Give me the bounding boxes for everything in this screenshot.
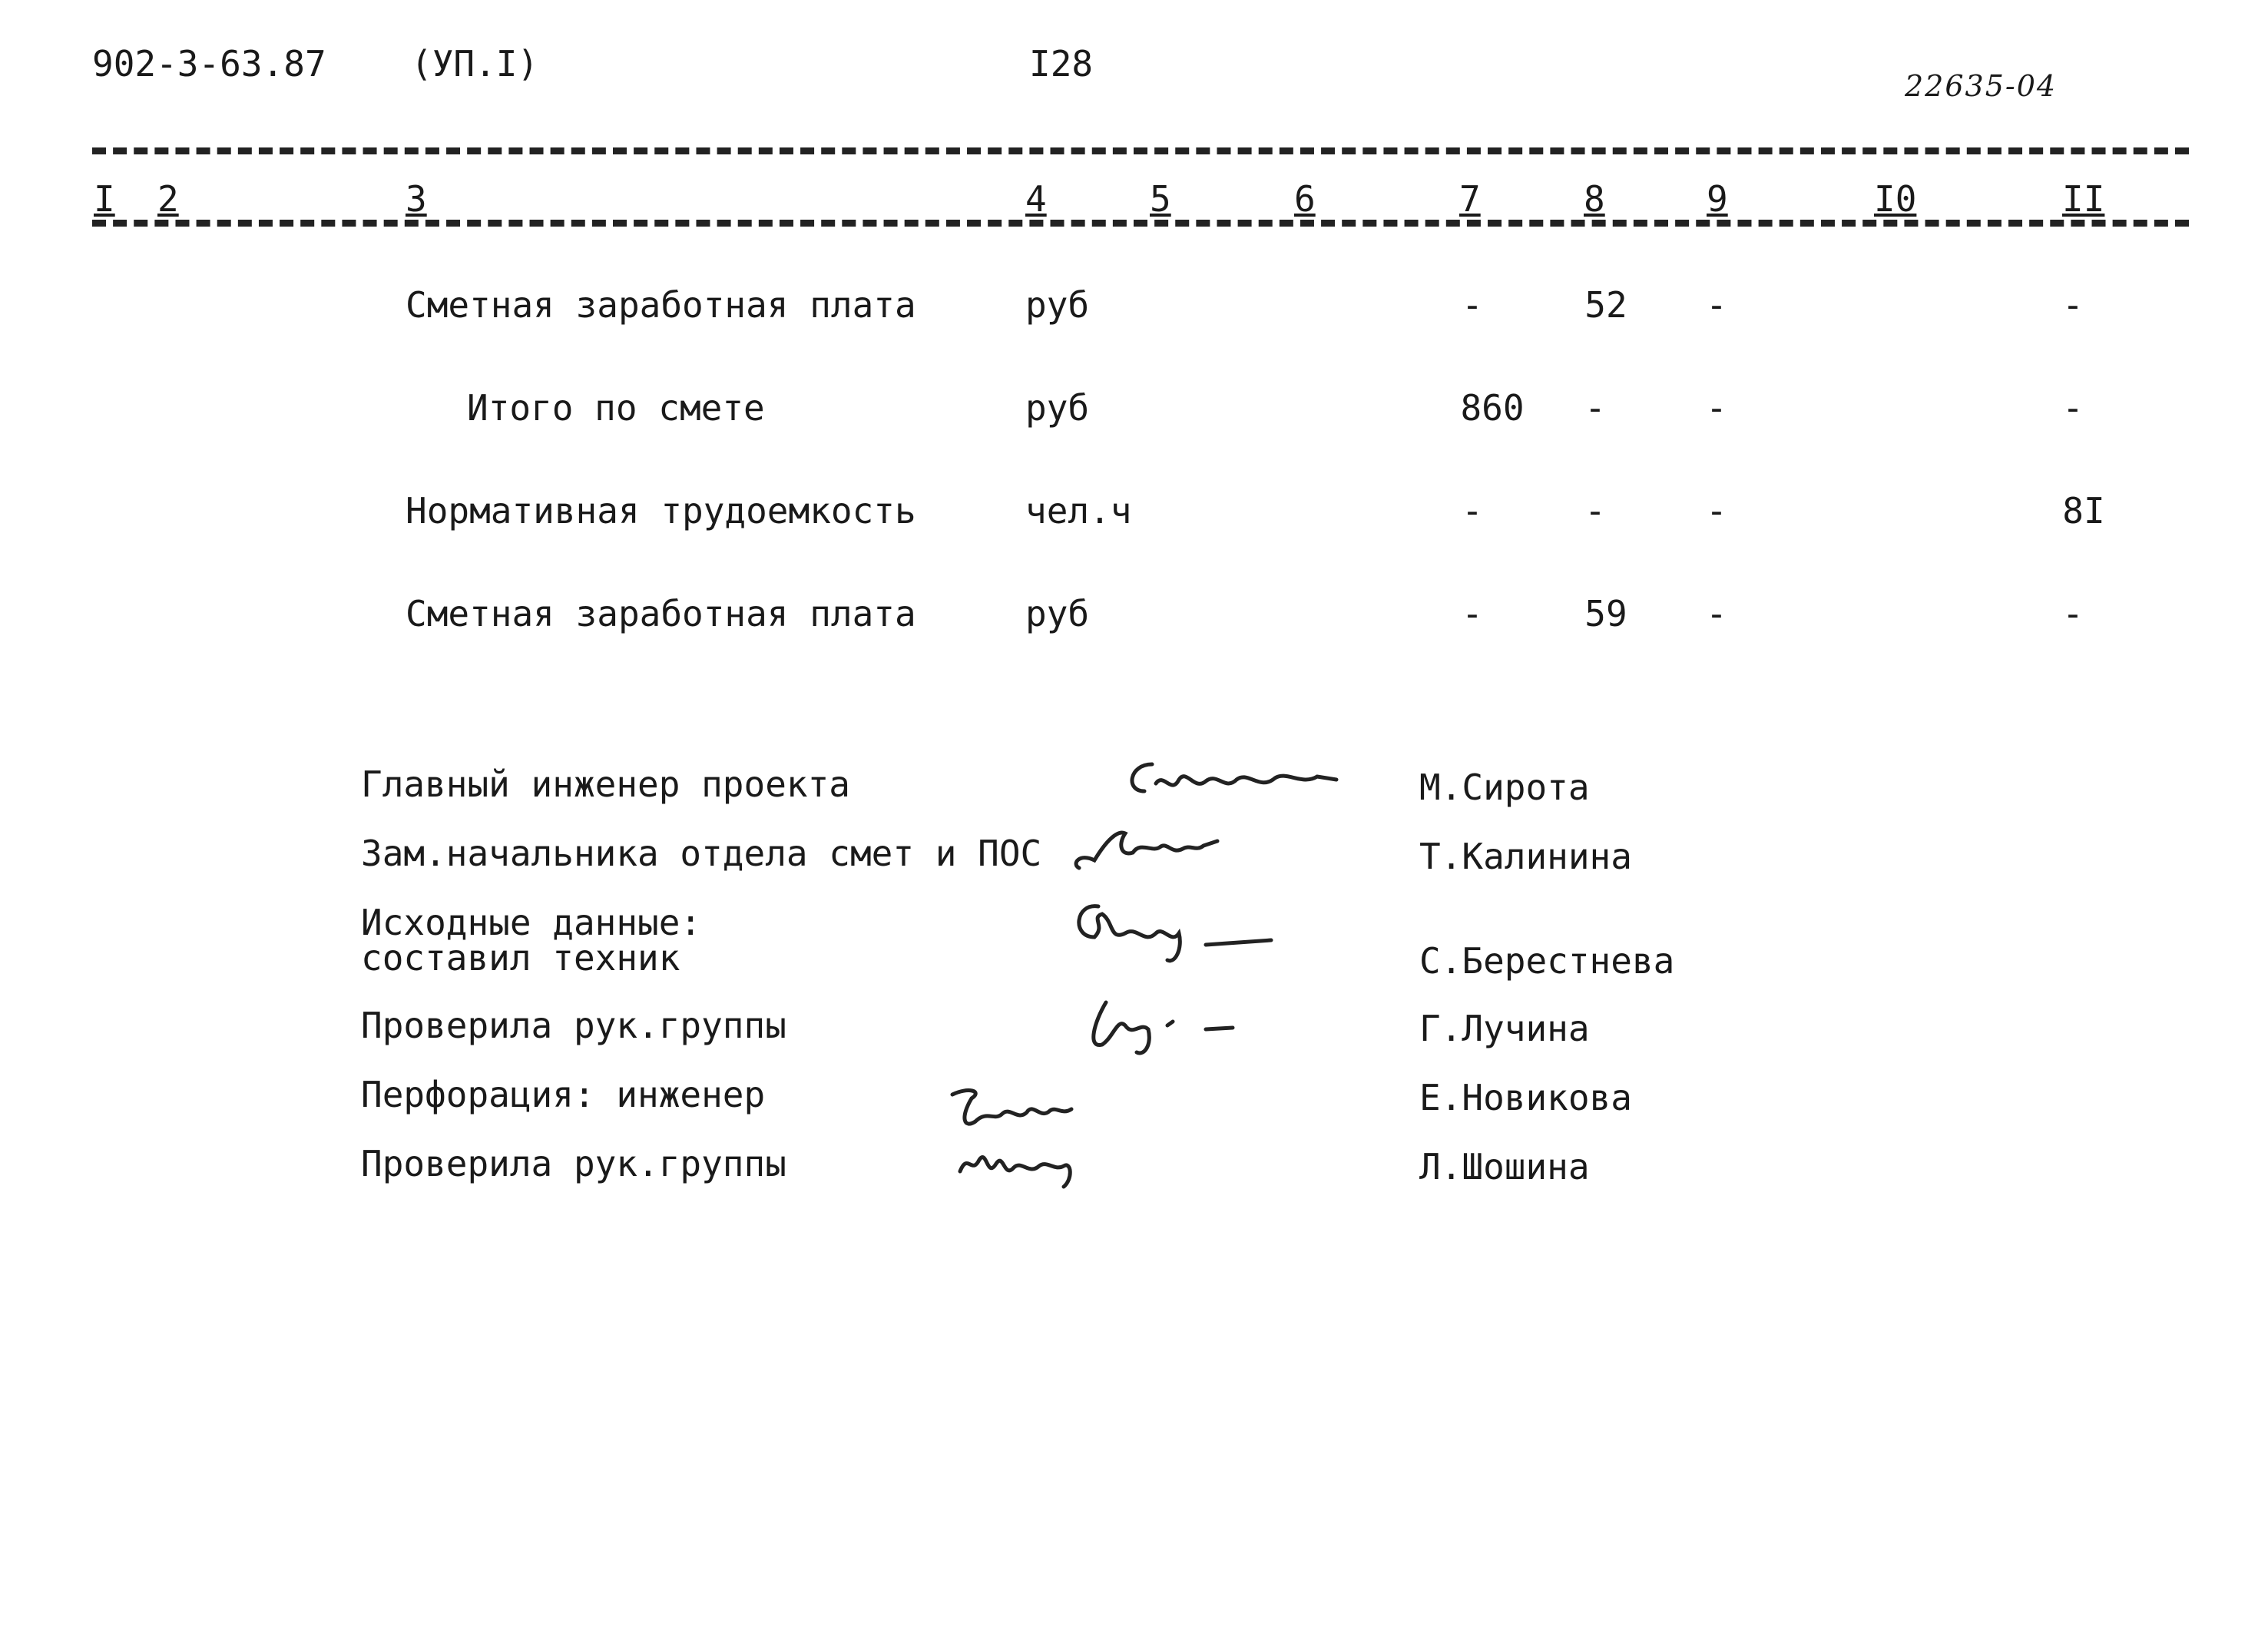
row-label: Сметная заработная плата <box>406 593 916 634</box>
cell-col9: - <box>1706 387 1727 429</box>
column-number: 2 <box>157 178 179 220</box>
handwritten-signature <box>949 1137 1102 1198</box>
signature-name: С.Берестнева <box>1419 940 1675 982</box>
column-number: 8 <box>1584 178 1605 220</box>
cell-col7: - <box>1462 593 1483 634</box>
row-unit: руб <box>1025 387 1090 429</box>
signature-role: Проверила рук.группы <box>361 1005 786 1046</box>
column-number-divider <box>92 220 2189 227</box>
cell-col9: - <box>1706 593 1727 634</box>
row-unit: руб <box>1025 593 1090 634</box>
signature-name: М.Сирота <box>1419 767 1590 808</box>
column-number: I <box>94 178 115 220</box>
row-label: Итого по смете <box>467 387 765 429</box>
signature-role: Зам.начальника отдела смет и ПОС <box>361 833 1042 874</box>
column-number: 4 <box>1025 178 1047 220</box>
cell-col8: - <box>1584 490 1606 532</box>
cell-col8: - <box>1584 387 1606 429</box>
header-divider <box>92 147 2189 154</box>
cell-col11: - <box>2062 387 2084 429</box>
signature-role: Перфорация: инженер <box>361 1074 766 1115</box>
cell-col7: - <box>1462 490 1483 532</box>
column-number: 6 <box>1294 178 1316 220</box>
signature-name: Г.Лучина <box>1419 1008 1590 1049</box>
handwritten-signature <box>941 1075 1094 1137</box>
cell-col8: 59 <box>1584 593 1627 634</box>
row-unit: руб <box>1025 284 1090 326</box>
cell-col11: - <box>2062 284 2084 326</box>
cell-col7: - <box>1462 284 1483 326</box>
cell-col11: 8I <box>2062 490 2105 532</box>
row-label: Нормативная трудоемкость <box>406 490 916 532</box>
signature-role: Исходные данные: <box>361 902 702 943</box>
signature-role: Главный инженер проекта <box>361 764 850 805</box>
cell-col11: - <box>2062 593 2084 634</box>
handwritten-signature <box>1121 749 1352 810</box>
signature-name: Т.Калинина <box>1419 836 1632 877</box>
row-unit: чел.ч <box>1025 490 1132 532</box>
page-number: I28 <box>1029 43 1094 84</box>
column-number: 7 <box>1459 178 1481 220</box>
column-number: I0 <box>1874 178 1917 220</box>
cell-col9: - <box>1706 284 1727 326</box>
column-number: 5 <box>1150 178 1171 220</box>
row-label: Сметная заработная плата <box>406 284 916 326</box>
handwritten-signature <box>1064 818 1248 879</box>
column-number: 9 <box>1707 178 1728 220</box>
column-number: II <box>2062 178 2105 220</box>
signature-name: Л.Шошина <box>1419 1146 1590 1187</box>
signature-name: Е.Новикова <box>1419 1077 1632 1118</box>
cell-col8: 52 <box>1584 284 1627 326</box>
inventory-stamp: 22635-04 <box>1905 69 2058 103</box>
cell-col7: 860 <box>1460 387 1525 429</box>
column-number: 3 <box>406 178 427 220</box>
handwritten-signature <box>1071 991 1271 1060</box>
handwritten-signature <box>1060 891 1290 975</box>
signature-role: составил техник <box>361 937 680 979</box>
signature-role: Проверила рук.группы <box>361 1143 786 1184</box>
volume-label: (УП.I) <box>411 43 539 84</box>
document-code: 902-3-63.87 <box>92 43 326 84</box>
cell-col9: - <box>1706 490 1727 532</box>
